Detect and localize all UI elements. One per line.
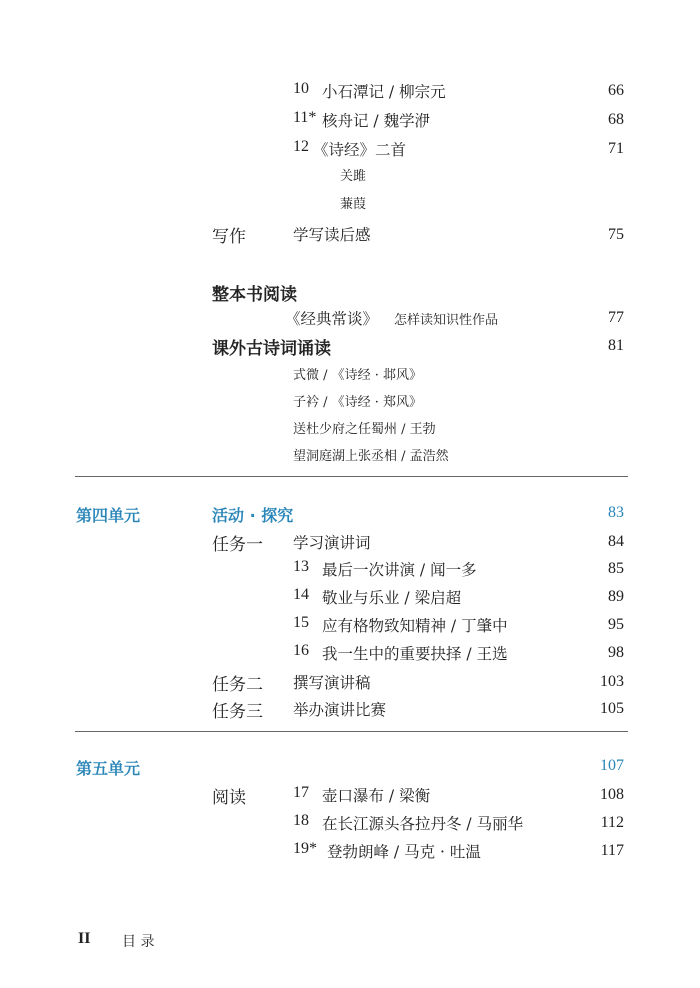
page-number: 95 [608, 616, 624, 633]
task-label: 任务二 [212, 675, 263, 695]
poem-item: 望洞庭湖上张丞相 / 孟浩然 [293, 449, 449, 464]
lesson-number: 12 [293, 138, 309, 155]
lesson-number: 16 [293, 642, 309, 659]
section-heading: 整本书阅读 [212, 285, 297, 305]
writing-title: 学写读后感 [293, 226, 371, 244]
page-number: 107 [600, 757, 624, 774]
lesson-title: 在长江源头各拉丹冬 / 马丽华 [322, 815, 524, 833]
page-number: 77 [608, 309, 624, 326]
poem-title: 蒹葭 [340, 197, 367, 212]
book-subtitle: 怎样读知识性作品 [394, 313, 499, 328]
task-title: 学习演讲词 [293, 534, 371, 552]
unit-label: 第四单元 [76, 506, 141, 525]
book-title: 《经典常谈》 [285, 310, 379, 328]
poem-item: 送杜少府之任蜀州 / 王勃 [293, 422, 436, 437]
page-number: 68 [608, 111, 624, 128]
lesson-title: 核舟记 / 魏学洢 [322, 112, 431, 130]
lesson-title: 敬业与乐业 / 梁启超 [322, 589, 462, 607]
page-number: 89 [608, 588, 624, 605]
footer-label: 目 录 [122, 934, 155, 950]
section-heading: 课外古诗词诵读 [212, 339, 331, 359]
page-roman-numeral: II [78, 930, 91, 947]
page-number: 105 [600, 700, 624, 717]
section-label: 阅读 [212, 788, 246, 808]
task-title: 举办演讲比赛 [293, 701, 387, 719]
divider [75, 476, 628, 477]
lesson-number: 10 [293, 80, 309, 97]
unit-label: 第五单元 [76, 759, 141, 778]
page-number: 85 [608, 560, 624, 577]
lesson-number: 15 [293, 614, 309, 631]
lesson-title: 壶口瀑布 / 梁衡 [322, 787, 431, 805]
lesson-number: 11* [293, 109, 317, 126]
page-number: 98 [608, 644, 624, 661]
lesson-title: 小石潭记 / 柳宗元 [322, 83, 446, 101]
poem-item: 子衿 / 《诗经 · 郑风》 [293, 395, 423, 410]
poem-item: 式微 / 《诗经 · 邶风》 [293, 368, 423, 383]
page-number: 108 [600, 786, 624, 803]
page-number: 112 [600, 814, 624, 831]
lesson-number: 17 [293, 784, 309, 801]
task-label: 任务一 [212, 535, 263, 555]
task-title: 撰写演讲稿 [293, 674, 371, 692]
page-number: 75 [608, 226, 624, 243]
divider [75, 731, 628, 732]
lesson-title: 《诗经》二首 [313, 141, 407, 159]
page-number: 117 [600, 842, 624, 859]
page-number: 84 [608, 533, 624, 550]
page-number: 81 [608, 337, 624, 354]
lesson-title: 最后一次讲演 / 闻一多 [322, 561, 477, 579]
page-number: 103 [600, 673, 624, 690]
lesson-number: 18 [293, 812, 309, 829]
lesson-title: 我一生中的重要抉择 / 王选 [322, 645, 508, 663]
unit-title: 活动 · 探究 [212, 506, 294, 525]
section-label: 写作 [212, 227, 246, 247]
task-label: 任务三 [212, 702, 263, 722]
lesson-number: 14 [293, 586, 309, 603]
page-number: 71 [608, 140, 624, 157]
lesson-number: 13 [293, 558, 309, 575]
poem-title: 关雎 [340, 169, 367, 184]
lesson-title: 应有格物致知精神 / 丁肇中 [322, 617, 508, 635]
lesson-number: 19* [293, 840, 317, 857]
page-number: 66 [608, 82, 624, 99]
page-number: 83 [608, 504, 624, 521]
lesson-title: 登勃朗峰 / 马克 · 吐温 [327, 843, 481, 861]
